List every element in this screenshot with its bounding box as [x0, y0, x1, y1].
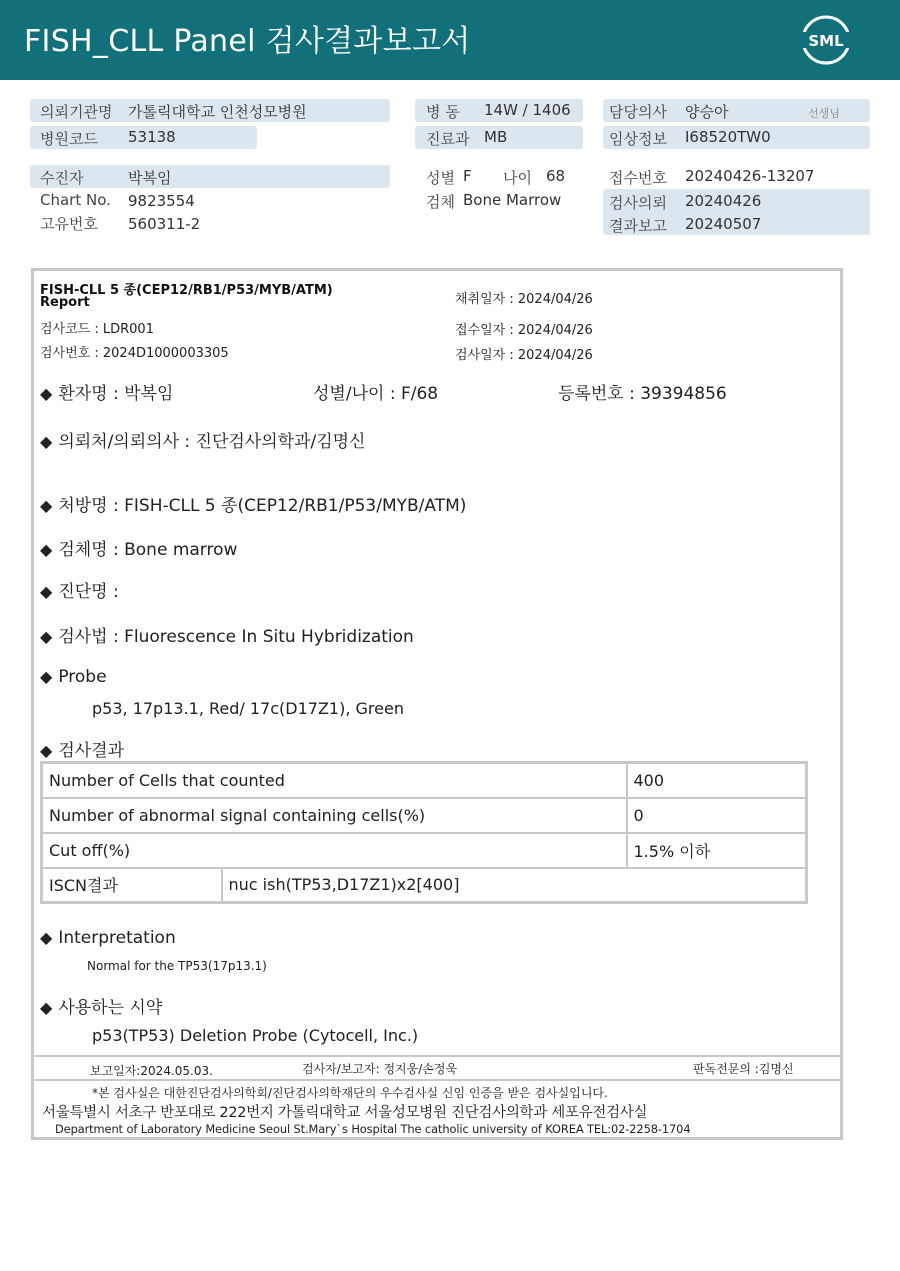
reagent-title-row — [40, 993, 162, 1018]
specialist: 판독전문의 :김명신 — [693, 1062, 794, 1076]
sex-value: F — [463, 167, 472, 185]
specimen-label: 검체 — [426, 193, 455, 211]
diamond-bullet: ◆ — [40, 496, 53, 515]
result-label: Cut off(%) — [42, 833, 627, 868]
iscn-value: nuc ish(TP53,D17Z1)x2[400] — [222, 868, 807, 903]
receive-date-label: 접수일자 : — [455, 323, 518, 338]
exam-date-row — [455, 344, 593, 363]
result-value: 0 — [627, 798, 807, 833]
reg-no: 등록번호 : 39394856 — [558, 384, 727, 404]
diamond-bullet: ◆ — [40, 540, 53, 559]
iscn-label: ISCN결과 — [42, 868, 222, 903]
clinical-label: 임상정보 — [609, 130, 667, 148]
diamond-bullet: ◆ — [40, 582, 53, 601]
reagent-title: 사용하는 시약 — [58, 998, 163, 1018]
diamond-bullet: ◆ — [40, 928, 53, 947]
interpretation-text: Normal for the TP53(17p13.1) — [87, 959, 267, 973]
address-kr: 서울특별시 서초구 반포대로 222번지 가톨릭대학교 서울성모병원 진단검사의학과 세포유전검사실 — [42, 1105, 648, 1121]
test-name-report: Report — [40, 295, 90, 310]
requesting-org-label: 의뢰기관명 — [40, 103, 113, 121]
specimen-value: Bone Marrow — [463, 191, 562, 209]
clinical-value: I68520TW0 — [685, 128, 771, 146]
result-table — [40, 761, 808, 904]
probe-text: p53, 17p13.1, Red/ 17c(D17Z1), Green — [92, 699, 404, 718]
result-label: Number of abnormal signal containing cells(%) — [42, 798, 627, 833]
interpretation-title: Interpretation — [58, 928, 176, 948]
referrer-row — [40, 427, 365, 452]
table-row — [42, 868, 807, 903]
req-date-value: 20240426 — [685, 192, 762, 210]
table-row — [42, 798, 807, 833]
method: 검사법 : Fluorescence In Situ Hybridization — [58, 627, 414, 647]
receive-date: 2024/04/26 — [517, 323, 593, 338]
certification-note: *본 검사실은 대한진단검사의학회/진단검사의학재단의 우수검사실 신임 인증을 받은 검사실입니다. — [92, 1086, 608, 1100]
sml-logo — [800, 14, 852, 66]
diamond-bullet: ◆ — [40, 627, 53, 646]
diagnosis: 진단명 : — [58, 582, 119, 602]
page-header — [0, 0, 900, 80]
patient-label: 수진자 — [40, 169, 84, 187]
doctor-value: 양승아 — [685, 103, 729, 121]
req-date-label: 검사의뢰 — [609, 194, 667, 212]
probe-title: Probe — [58, 667, 107, 687]
patient-name: 환자명 : 박복임 — [58, 384, 174, 404]
id-label: 고유번호 — [40, 215, 98, 233]
hospital-code-label: 병원코드 — [40, 130, 98, 148]
referrer: 의뢰처/의뢰의사 : 진단검사의학과/김명신 — [58, 432, 366, 452]
test-number: 검사번호 : 2024D1000003305 — [40, 346, 229, 361]
result-value: 400 — [627, 763, 807, 798]
result-title: 검사결과 — [58, 741, 125, 761]
receive-date-row — [455, 319, 593, 338]
report-issue-date: 보고일자:2024.05.03. — [90, 1064, 213, 1078]
collect-date-label: 채취일자 : — [455, 292, 518, 307]
age-value: 68 — [546, 167, 566, 185]
test-name: FISH-CLL 5 종(CEP12/RB1/P53/MYB/ATM) — [40, 283, 333, 298]
table-row — [42, 763, 807, 798]
specimen-name: 검체명 : Bone marrow — [58, 540, 238, 560]
dept-value: MB — [484, 128, 508, 146]
table-row — [42, 833, 807, 868]
diamond-bullet: ◆ — [40, 432, 53, 451]
result-label: Number of Cells that counted — [42, 763, 627, 798]
requesting-org-value: 가톨릭대학교 인천성모병원 — [128, 103, 307, 121]
info-bar — [30, 165, 390, 188]
diamond-bullet: ◆ — [40, 384, 53, 403]
examiner: 검사자/보고자: 정지웅/손정욱 — [302, 1062, 458, 1076]
ward-label: 병 동 — [426, 103, 460, 121]
chart-value: 9823554 — [128, 192, 195, 210]
collect-date-row — [455, 288, 593, 307]
collect-date: 2024/04/26 — [517, 292, 593, 307]
diamond-bullet: ◆ — [40, 741, 53, 760]
divider — [34, 1055, 840, 1057]
page-title: FISH_CLL Panel 검사결과보고서 — [24, 24, 471, 59]
receipt-label: 접수번호 — [609, 169, 667, 187]
hospital-code-value: 53138 — [128, 128, 176, 146]
diagnosis-row — [40, 577, 119, 602]
patient-value: 박복임 — [128, 169, 172, 187]
dept-label: 진료과 — [426, 130, 470, 148]
specimen-row — [40, 535, 237, 560]
reagent-text: p53(TP53) Deletion Probe (Cytocell, Inc.) — [92, 1026, 419, 1045]
interpretation-title-row — [40, 928, 176, 948]
chart-label: Chart No. — [40, 191, 111, 209]
address-en: Department of Laboratory Medicine Seoul St.Mary`s Hospital The catholic university of KOREA TEL:02-2258-1704 — [55, 1122, 691, 1136]
age-label: 나이 — [503, 169, 532, 187]
diamond-bullet: ◆ — [40, 998, 53, 1017]
prescription: 처방명 : FISH-CLL 5 종(CEP12/RB1/P53/MYB/ATM) — [58, 496, 467, 516]
patient-name-row — [40, 379, 173, 404]
report-date-label: 결과보고 — [609, 217, 667, 235]
ward-value: 14W / 1406 — [484, 101, 571, 119]
result-title-row — [40, 736, 124, 761]
receipt-value: 20240426-13207 — [685, 167, 815, 185]
sex-age: 성별/나이 : F/68 — [313, 384, 439, 404]
test-code: 검사코드 : LDR001 — [40, 322, 154, 337]
prescription-row — [40, 491, 466, 516]
report-date-value: 20240507 — [685, 215, 762, 233]
id-value: 560311-2 — [128, 215, 201, 233]
divider — [34, 1079, 840, 1081]
exam-date: 2024/04/26 — [517, 348, 593, 363]
method-row — [40, 622, 414, 647]
diamond-bullet: ◆ — [40, 667, 53, 686]
logo-text: SML — [808, 32, 844, 50]
result-value: 1.5% 이하 — [627, 833, 807, 868]
exam-date-label: 검사일자 : — [455, 348, 518, 363]
doctor-label: 담당의사 — [609, 103, 667, 121]
report-box — [31, 268, 843, 1140]
probe-title-row — [40, 667, 107, 687]
doctor-suffix: 선생님 — [808, 107, 840, 120]
sex-label: 성별 — [426, 169, 455, 187]
